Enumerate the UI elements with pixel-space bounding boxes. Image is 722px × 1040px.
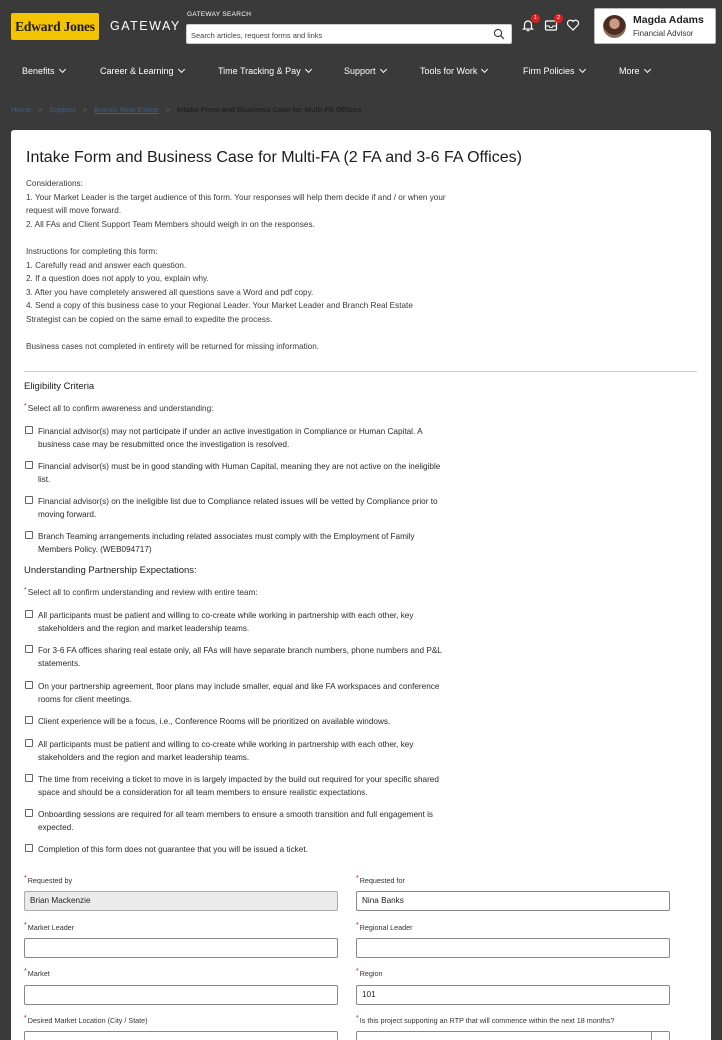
checkbox[interactable]	[25, 531, 33, 539]
rtp-question-label	[356, 1016, 614, 1026]
chevron-down-icon	[178, 66, 185, 73]
top-header	[0, 0, 722, 52]
chevron-down-icon	[58, 66, 65, 73]
field-label-text: Market Leader	[27, 923, 75, 932]
partnership-checkbox-5[interactable]	[24, 738, 494, 764]
nav-item-benefits[interactable]	[22, 65, 65, 77]
chevron-down-icon	[379, 66, 386, 73]
partnership-heading: Understanding Partnership Expectations:	[24, 565, 197, 576]
select-dropdown-button[interactable]	[651, 1032, 669, 1040]
considerations-line: 1. Your Market Leader is the target audience of this form. Your responses will help them decide if and / or when your	[26, 192, 446, 202]
chevron-down-icon	[305, 66, 312, 73]
checkbox[interactable]	[25, 739, 33, 747]
app-name[interactable]: GATEWAY	[110, 19, 181, 33]
inbox-badge: 2	[554, 14, 563, 23]
user-role: Financial Advisor	[633, 29, 694, 38]
checkbox-label: Financial advisor(s) on the ineligible list due to Compliance related issues will be vetted by Compliance prior to moving forward.	[38, 497, 438, 519]
checkbox[interactable]	[25, 844, 33, 852]
nav-item-time-tracking-pay[interactable]	[218, 65, 311, 77]
required-asterisk: *	[24, 403, 27, 410]
field-label-text: Desired Market Location (City / State)	[27, 1016, 148, 1025]
favorites-button[interactable]	[566, 18, 580, 32]
region-field[interactable]: 101	[356, 985, 670, 1005]
nav-item-label: Time Tracking & Pay	[218, 66, 301, 76]
partnership-prompt-text: Select all to confirm understanding and review with entire team:	[27, 588, 258, 597]
considerations-line: request will move forward.	[26, 206, 122, 216]
partnership-checkbox-2[interactable]	[24, 644, 494, 670]
checkbox-label: For 3-6 FA offices sharing real estate only, all FAs will have separate branch numbers, phone numbers and P&L statements.	[38, 646, 442, 668]
regional-leader-label	[356, 923, 412, 933]
regional-leader-field[interactable]	[356, 938, 670, 958]
partnership-checkbox-8[interactable]	[24, 843, 494, 856]
instructions-line: 1. Carefully read and answer each question.	[26, 260, 187, 270]
required-asterisk: *	[24, 922, 27, 929]
nav-item-support[interactable]	[344, 65, 386, 77]
nav-item-label: Career & Learning	[100, 66, 174, 76]
checkbox[interactable]	[25, 645, 33, 653]
checkbox-label: Onboarding sessions are required for all team members to ensure a smooth transition and full engagement is expected.	[38, 810, 434, 832]
field-label-text: Requested by	[27, 876, 73, 885]
partnership-checkbox-1[interactable]	[24, 609, 494, 635]
nav-item-label: More	[619, 66, 640, 76]
section-divider	[24, 371, 697, 372]
region-label	[356, 969, 383, 979]
user-name: Magda Adams	[633, 14, 704, 26]
search-box	[186, 24, 512, 44]
market-leader-label	[24, 923, 74, 933]
instructions-line: Instructions for completing this form:	[26, 247, 158, 256]
page-title: Intake Form and Business Case for Multi-FA (2 FA and 3-6 FA Offices)	[26, 149, 522, 166]
field-label-text: Requested for	[359, 876, 405, 885]
breadcrumb-separator: >	[82, 105, 88, 114]
user-profile-card[interactable]	[594, 8, 716, 44]
partnership-checkbox-6[interactable]	[24, 773, 494, 799]
nav-item-more[interactable]	[619, 65, 650, 77]
search-label: GATEWAY SEARCH	[187, 11, 252, 18]
checkbox-label: The time from receiving a ticket to move in is largely impacted by the build out required for your specific shared space and should be a consideration for all team members to ensure realistic expectations.	[38, 775, 439, 797]
breadcrumb-home[interactable]: Home	[11, 105, 32, 114]
checkbox-label: All participants must be patient and willing to co-create while working in partnership with each other, key stakeholders and the region and market leadership teams.	[38, 611, 414, 633]
breadcrumb-current: Intake Form and Business Case for Multi-FA Offices	[177, 105, 362, 114]
nav-item-firm-policies[interactable]	[523, 65, 585, 77]
search-icon[interactable]	[493, 28, 505, 40]
required-asterisk: *	[356, 875, 359, 882]
nav-item-label: Tools for Work	[420, 66, 478, 76]
search-input[interactable]	[187, 27, 477, 45]
checkbox-label: Financial advisor(s) must be in good standing with Human Capital, meaning they are not active on the ineligible list.	[38, 462, 441, 484]
checkbox-label: On your partnership agreement, floor plans may include smaller, equal and like FA workspaces and conference rooms for client meetings.	[38, 682, 440, 704]
nav-item-label: Benefits	[22, 66, 55, 76]
rtp-question-select[interactable]	[356, 1031, 670, 1040]
required-asterisk: *	[24, 875, 27, 882]
eligibility-prompt	[24, 403, 213, 415]
inbox-button[interactable]	[544, 15, 561, 32]
field-label-text: Regional Leader	[359, 923, 413, 932]
checkbox-label: Completion of this form does not guarantee that you will be issued a ticket.	[38, 845, 308, 854]
checkbox[interactable]	[25, 716, 33, 724]
breadcrumb-separator: >	[38, 105, 43, 114]
requested-by-field[interactable]: Brian Mackenzie	[24, 891, 338, 911]
requested-for-field[interactable]: Nina Banks	[356, 891, 670, 911]
required-asterisk: *	[356, 922, 359, 929]
partnership-checkbox-4[interactable]	[24, 715, 494, 728]
desired-location-field[interactable]	[24, 1031, 338, 1040]
checkbox-label: All participants must be patient and willing to co-create while working in partnership with each other, key stakeholders and the region and market leadership teams.	[38, 740, 414, 762]
partnership-checkbox-7[interactable]	[24, 808, 494, 834]
checkbox[interactable]	[25, 610, 33, 618]
partnership-checkbox-3[interactable]	[24, 680, 494, 706]
eligibility-checkbox-2[interactable]	[24, 460, 494, 486]
field-label-text: Region	[359, 969, 383, 978]
requested-by-label	[24, 876, 72, 886]
instructions-line: 3. After you have completely answered all questions save a Word and pdf copy.	[26, 287, 314, 297]
breadcrumb-separator: >	[165, 105, 171, 114]
checkbox[interactable]	[25, 496, 33, 504]
chevron-down-icon	[481, 66, 488, 73]
checkbox[interactable]	[25, 774, 33, 782]
market-field[interactable]	[24, 985, 338, 1005]
instructions-line: 4. Send a copy of this business case to your Regional Leader. Your Market Leader and Branch Real Estate	[26, 301, 413, 311]
notifications-button[interactable]	[521, 15, 538, 32]
nav-item-label: Support	[344, 66, 376, 76]
desired-location-label	[24, 1016, 148, 1026]
nav-item-tools-for-work[interactable]	[420, 65, 487, 77]
considerations-line: Considerations:	[26, 179, 83, 188]
eligibility-prompt-text: Select all to confirm awareness and understanding:	[27, 404, 214, 413]
breadcrumb	[11, 105, 361, 115]
required-asterisk: *	[356, 968, 359, 975]
instructions-line: Strategist can be copied on the same email to expedite the process.	[26, 315, 273, 324]
required-asterisk: *	[24, 968, 27, 975]
requested-for-label	[356, 876, 405, 886]
nav-item-career-learning[interactable]	[100, 65, 184, 77]
edward-jones-logo[interactable]: Edward Jones	[11, 13, 99, 40]
market-label	[24, 969, 50, 979]
checkbox[interactable]	[25, 461, 33, 469]
field-label-text: Is this project supporting an RTP that will commence within the next 18 months?	[359, 1016, 615, 1025]
heart-icon	[566, 18, 580, 32]
market-leader-field[interactable]	[24, 938, 338, 958]
chevron-down-icon	[578, 66, 585, 73]
checkbox[interactable]	[25, 809, 33, 817]
field-label-text: Market	[27, 969, 50, 978]
considerations-line: 2. All FAs and Client Support Team Members should weigh in on the responses.	[26, 219, 315, 229]
required-asterisk: *	[356, 1015, 359, 1022]
partnership-prompt	[24, 587, 258, 599]
main-nav	[0, 56, 722, 86]
avatar	[603, 15, 626, 38]
required-asterisk: *	[24, 587, 27, 594]
checkbox[interactable]	[25, 681, 33, 689]
chevron-down-icon	[643, 66, 650, 73]
form-card	[11, 130, 711, 1040]
checkbox-label: Financial advisor(s) may not participate if under an active investigation in Compliance or Human Capital. A business case may be resubmitted once the investigation is resolved.	[38, 427, 423, 449]
breadcrumb-support[interactable]: Support	[49, 105, 76, 114]
eligibility-checkbox-1[interactable]	[24, 425, 494, 451]
eligibility-checkbox-4[interactable]	[24, 530, 494, 556]
eligibility-checkbox-3[interactable]	[24, 495, 494, 521]
notifications-badge: 1	[531, 14, 540, 23]
required-asterisk: *	[24, 1015, 27, 1022]
checkbox[interactable]	[25, 426, 33, 434]
completion-note: Business cases not completed in entirety will be returned for missing information.	[26, 342, 320, 351]
instructions-line: 2. If a question does not apply to you, explain why.	[26, 274, 209, 284]
checkbox-label: Branch Teaming arrangements including related associates must comply with the Employment of Family Members Policy. (WEB094717)	[38, 532, 415, 554]
eligibility-heading: Eligibility Criteria	[24, 381, 95, 392]
breadcrumb-branch-real-estate[interactable]: Branch Real Estate	[94, 105, 159, 114]
nav-item-label: Firm Policies	[523, 66, 575, 76]
checkbox-label: Client experience will be a focus, i.e., Conference Rooms will be prioritized on available windows.	[38, 717, 391, 726]
